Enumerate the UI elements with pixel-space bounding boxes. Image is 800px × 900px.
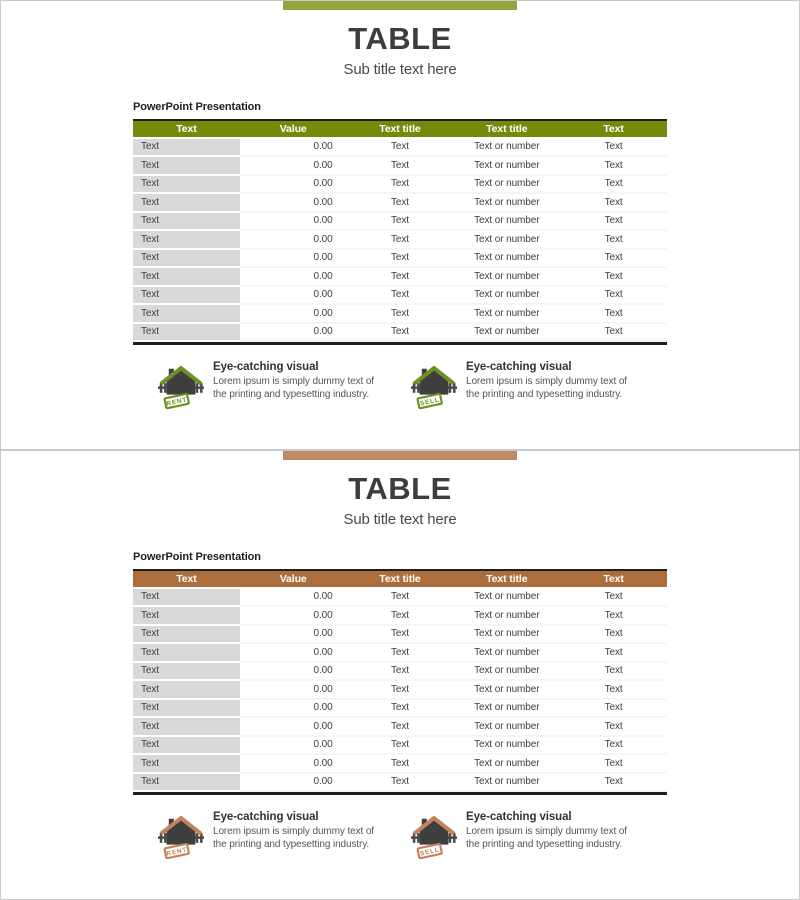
feature-title: Eye-catching visual	[213, 361, 319, 374]
table-row	[133, 663, 667, 682]
table-cell: Text	[133, 681, 240, 700]
accent-bar	[283, 1, 517, 10]
table-cell: Text	[347, 663, 454, 682]
table-cell: Text	[347, 213, 454, 232]
column-header: Text	[560, 571, 667, 589]
table-row	[133, 324, 667, 343]
table-cell: Text or number	[453, 231, 560, 250]
table-cell: Text	[560, 755, 667, 774]
feature-row	[133, 810, 667, 862]
table-cell: 0.00	[240, 626, 347, 645]
table-cell: 0.00	[240, 663, 347, 682]
house-rent-icon	[158, 810, 204, 862]
table-cell: Text	[133, 626, 240, 645]
table-cell: 0.00	[240, 737, 347, 756]
table-cell: 0.00	[240, 194, 347, 213]
table-cell: Text	[347, 268, 454, 287]
table-cell: Text	[347, 700, 454, 719]
feature-title: Eye-catching visual	[466, 811, 572, 824]
table-cell: Text	[133, 644, 240, 663]
table-cell: Text	[347, 589, 454, 608]
table-cell: Text or number	[453, 268, 560, 287]
slide-2[interactable]	[0, 450, 800, 900]
table-header-row	[133, 121, 667, 139]
table-row	[133, 755, 667, 774]
table-cell: Text	[347, 644, 454, 663]
table-row	[133, 644, 667, 663]
table-cell: Text	[560, 305, 667, 324]
column-header: Text title	[453, 121, 560, 139]
table-cell: Text or number	[453, 718, 560, 737]
house-sell-icon	[411, 360, 457, 412]
column-header: Value	[240, 121, 347, 139]
feature-body: Lorem ipsum is simply dummy text of the printing and typesetting industry.	[466, 376, 627, 401]
table-cell: Text	[133, 324, 240, 343]
table-cell: 0.00	[240, 231, 347, 250]
table-label: PowerPoint Presentation	[133, 550, 261, 563]
slide-content	[133, 101, 667, 413]
table-cell: Text	[133, 700, 240, 719]
table-row	[133, 194, 667, 213]
column-header: Value	[240, 571, 347, 589]
sign-label: SELL	[419, 846, 441, 858]
data-table	[133, 119, 667, 346]
table-cell: 0.00	[240, 644, 347, 663]
table-cell: Text or number	[453, 250, 560, 269]
table-cell: Text	[133, 250, 240, 269]
table-cell: Text or number	[453, 589, 560, 608]
feature-body: Lorem ipsum is simply dummy text of the printing and typesetting industry.	[466, 826, 627, 851]
table-label: PowerPoint Presentation	[133, 100, 261, 113]
table-cell: 0.00	[240, 176, 347, 195]
table-row	[133, 700, 667, 719]
table-cell: 0.00	[240, 700, 347, 719]
table-cell: Text	[560, 139, 667, 158]
table-cell: 0.00	[240, 681, 347, 700]
table-cell: 0.00	[240, 718, 347, 737]
table-cell: Text	[347, 607, 454, 626]
slide-title: TABLE	[348, 471, 452, 506]
table-cell: Text or number	[453, 157, 560, 176]
feature-text	[213, 810, 385, 862]
table-row	[133, 718, 667, 737]
table-row	[133, 774, 667, 793]
column-header: Text	[133, 571, 240, 589]
feature-body: Lorem ipsum is simply dummy text of the printing and typesetting industry.	[213, 826, 374, 851]
table-cell: 0.00	[240, 305, 347, 324]
table-cell: Text	[133, 305, 240, 324]
table-cell: Text or number	[453, 324, 560, 343]
table-row	[133, 305, 667, 324]
slide-subtitle: Sub title text here	[343, 510, 457, 528]
table-cell: Text	[560, 737, 667, 756]
table-cell: Text or number	[453, 213, 560, 232]
table-cell: Text	[347, 305, 454, 324]
feature-rent	[158, 360, 411, 412]
slide-content	[133, 551, 667, 863]
table-cell: Text or number	[453, 737, 560, 756]
table-cell: Text or number	[453, 176, 560, 195]
table-cell: Text	[560, 607, 667, 626]
feature-rent	[158, 810, 411, 862]
table-cell: 0.00	[240, 589, 347, 608]
table-cell: Text or number	[453, 194, 560, 213]
feature-body: Lorem ipsum is simply dummy text of the printing and typesetting industry.	[213, 376, 374, 401]
table-cell: Text	[560, 718, 667, 737]
table-cell: Text or number	[453, 681, 560, 700]
table-cell: Text	[560, 626, 667, 645]
table-cell: Text	[133, 589, 240, 608]
table-cell: Text	[560, 157, 667, 176]
table-row	[133, 607, 667, 626]
table-cell: Text	[560, 663, 667, 682]
table-row	[133, 626, 667, 645]
table-cell: Text	[347, 681, 454, 700]
table-cell: Text	[347, 157, 454, 176]
table-cell: Text	[347, 176, 454, 195]
table-cell: Text	[347, 231, 454, 250]
column-header: Text	[560, 121, 667, 139]
table-cell: Text or number	[453, 700, 560, 719]
table-cell: Text	[347, 774, 454, 793]
table-cell: 0.00	[240, 755, 347, 774]
table-cell: Text	[347, 194, 454, 213]
table-cell: Text	[133, 774, 240, 793]
table-cell: Text or number	[453, 663, 560, 682]
slide-subtitle: Sub title text here	[343, 60, 457, 78]
house-rent-icon	[158, 360, 204, 412]
table-row	[133, 157, 667, 176]
table-cell: Text	[347, 287, 454, 306]
feature-text	[466, 360, 638, 412]
table-cell: Text	[347, 737, 454, 756]
table-row	[133, 231, 667, 250]
table-cell: Text	[560, 589, 667, 608]
feature-row	[133, 360, 667, 412]
table-cell: Text	[560, 176, 667, 195]
table-row	[133, 681, 667, 700]
table-cell: Text or number	[453, 626, 560, 645]
column-header: Text title	[453, 571, 560, 589]
accent-bar	[283, 451, 517, 460]
table-header-row	[133, 571, 667, 589]
column-header: Text	[133, 121, 240, 139]
table-cell: Text	[133, 268, 240, 287]
table-cell: 0.00	[240, 157, 347, 176]
sign-label: RENT	[165, 396, 188, 408]
table-row	[133, 139, 667, 158]
table-cell: 0.00	[240, 213, 347, 232]
column-header: Text title	[347, 571, 454, 589]
table-cell: Text	[347, 755, 454, 774]
table-cell: Text	[560, 213, 667, 232]
table-cell: Text	[347, 139, 454, 158]
table-cell: Text or number	[453, 644, 560, 663]
table-row	[133, 213, 667, 232]
sign-label: SELL	[419, 396, 441, 408]
slide-title: TABLE	[348, 21, 452, 56]
table-cell: 0.00	[240, 268, 347, 287]
table-cell: Text	[347, 324, 454, 343]
table-cell: Text	[560, 250, 667, 269]
table-cell: Text	[560, 700, 667, 719]
table-cell: Text	[133, 607, 240, 626]
table-cell: Text	[347, 626, 454, 645]
table-cell: Text	[133, 663, 240, 682]
data-table	[133, 569, 667, 796]
table-row	[133, 589, 667, 608]
feature-title: Eye-catching visual	[466, 361, 572, 374]
table-cell: 0.00	[240, 774, 347, 793]
table-cell: Text	[560, 268, 667, 287]
table-cell: Text	[133, 139, 240, 158]
table-row	[133, 176, 667, 195]
table-cell: Text	[560, 287, 667, 306]
table-cell: Text	[560, 231, 667, 250]
table-cell: Text	[133, 737, 240, 756]
table-cell: Text	[560, 774, 667, 793]
table-cell: Text	[133, 755, 240, 774]
table-cell: Text	[560, 324, 667, 343]
column-header: Text title	[347, 121, 454, 139]
table-cell: Text or number	[453, 139, 560, 158]
table-cell: 0.00	[240, 287, 347, 306]
table-cell: Text	[347, 250, 454, 269]
table-cell: Text or number	[453, 755, 560, 774]
feature-text	[213, 360, 385, 412]
sign-label: RENT	[165, 846, 188, 858]
table-row	[133, 268, 667, 287]
table-cell: Text	[560, 194, 667, 213]
table-cell: Text	[133, 231, 240, 250]
table-cell: 0.00	[240, 250, 347, 269]
feature-sell	[411, 360, 664, 412]
table-cell: Text	[133, 157, 240, 176]
table-cell: Text	[560, 681, 667, 700]
table-cell: 0.00	[240, 607, 347, 626]
feature-sell	[411, 810, 664, 862]
table-cell: Text	[133, 718, 240, 737]
table-row	[133, 250, 667, 269]
table-cell: Text	[133, 194, 240, 213]
house-sell-icon	[411, 810, 457, 862]
table-cell: Text or number	[453, 287, 560, 306]
table-cell: Text or number	[453, 305, 560, 324]
table-row	[133, 287, 667, 306]
table-cell: 0.00	[240, 139, 347, 158]
table-cell: Text	[133, 213, 240, 232]
feature-text	[466, 810, 638, 862]
feature-title: Eye-catching visual	[213, 811, 319, 824]
table-cell: Text	[133, 287, 240, 306]
table-cell: Text	[347, 718, 454, 737]
table-cell: 0.00	[240, 324, 347, 343]
table-row	[133, 737, 667, 756]
table-cell: Text	[133, 176, 240, 195]
table-cell: Text or number	[453, 774, 560, 793]
table-cell: Text	[560, 644, 667, 663]
table-cell: Text or number	[453, 607, 560, 626]
